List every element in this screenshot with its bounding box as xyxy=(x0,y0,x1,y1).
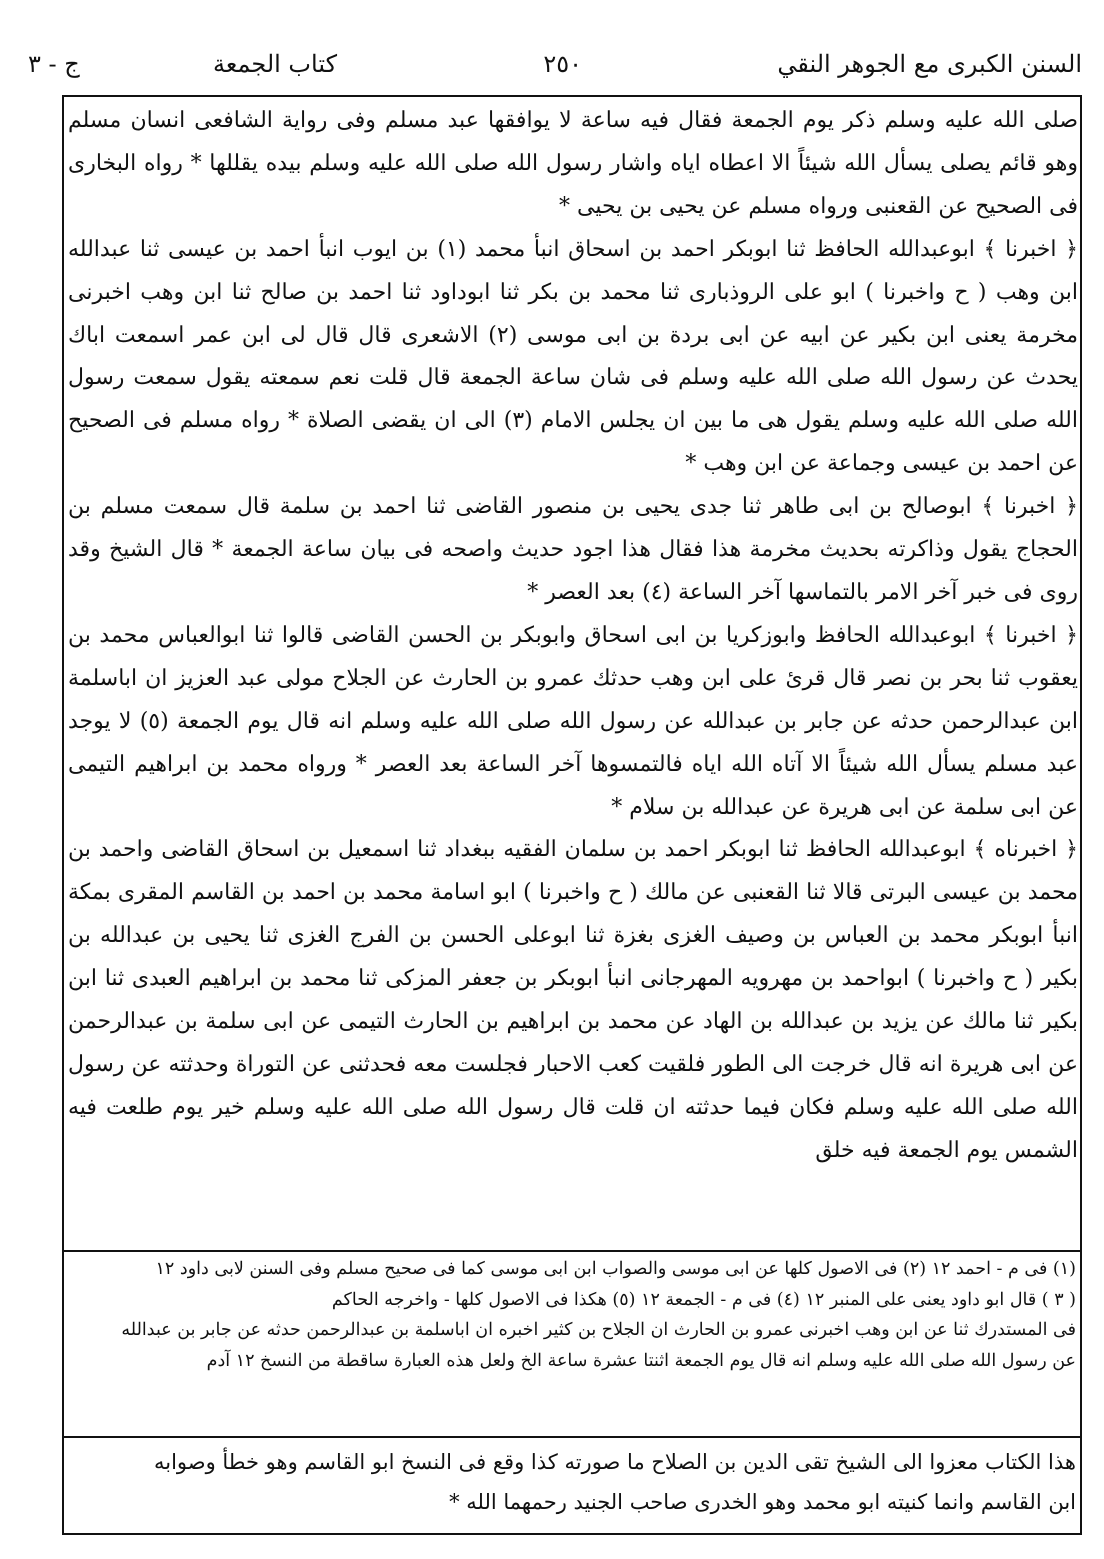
book-title: السنن الكبرى مع الجوهر النقي xyxy=(777,50,1082,78)
paragraph: ﴿ اخبرنا ﴾ ابوعبدالله الحافظ وابوزكريا بن ابى اسحاق وابوبكر بن الحسن القاضى قالوا ثنا ابوالعباس محمد بن يعقوب ثنا بحر بن نصر قال قرئ على ابن وهب حدثك عمرو بن الحارث عن الجلاح مولى عبد العزيز ان اباسلمة ابن عبدالرحمن حدثه عن جابر بن عبدالله عن رسول الله صلى الله عليه وسلم انه قال يوم الجمعة (٥) لا يوجد عبد مسلم يسأل الله شيئاً الا آتاه الله اياه فالتمسوها آخر الساعة بعد العصر * ورواه محمد بن ابراهيم التيمى عن ابى سلمة عن ابى هريرة عن عبدالله بن سلام * xyxy=(68,622,1078,820)
footnote-line: فى المستدرك ثنا عن ابن وهب اخبرنى عمرو بن الحارث ان الجلاح بن كثير اخبره ان اباسلمة بن عبدالرحمن حدثه عن جابر بن عبدالله xyxy=(121,1320,1076,1340)
running-header xyxy=(28,46,1082,94)
paragraph: ﴿ اخبرناه ﴾ ابوعبدالله الحافظ ثنا ابوبكر احمد بن سلمان الفقيه ببغداد ثنا اسمعيل بن اسحاق القاضى واحمد بن محمد بن عيسى البرتى قالا ثنا القعنبى عن مالك ( ح واخبرنا ) ابو اسامة محمد بن احمد بن القاسم المقرى بمكة انبأ ابوبكر محمد بن العباس بن وصيف الغزى بغزة ثنا ابوعلى الحسن بن الفرج الغزى ثنا يحيى بن عبدالله بن بكير ( ح واخبرنا ) ابواحمد بن مهرويه المهرجانى انبأ ابوبكر بن جعفر المزكى ثنا محمد بن ابراهيم العبدى ثنا ابن بكير ثنا مالك عن يزيد بن عبدالله بن الهاد عن محمد بن ابراهيم بن الحارث التيمى عن ابى سلمة بن عبدالرحمن عن ابى هريرة انه قال خرجت الى الطور فلقيت كعب الاحبار فجلست معه فحدثنى عن التوراة وحدثته عن رسول الله صلى الله عليه وسلم فكان فيما حدثته ان قلت قال رسول الله صلى الله عليه وسلم خير يوم طلعت فيه الشمس يوم الجمعة فيه خلق xyxy=(68,837,1078,1163)
footnote-line: ( ٣ ) قال ابو داود يعنى على المنبر ١٢ (٤) فى م - الجمعة ١٢ (٥) هكذا فى الاصول كلها - واخرجه الحاكم xyxy=(331,1289,1076,1310)
footnotes xyxy=(74,1254,1076,1376)
footnote-divider xyxy=(62,1250,1082,1252)
page-number: ٢٥٠ xyxy=(543,50,582,78)
footnote-line: عن رسول الله صلى الله عليه وسلم انه قال يوم الجمعة اثنتا عشرة ساعة الخ ولعل هذه العبارة ساقطة من النسخ ١٢ آدم xyxy=(206,1350,1076,1371)
paragraph: ﴿ اخبرنا ﴾ ابوعبدالله الحافظ ثنا ابوبكر احمد بن اسحاق انبأ محمد (١) بن ايوب انبأ احمد بن عيسى ثنا عبدالله ابن وهب ( ح واخبرنا ) ابو على الروذبارى ثنا محمد بن بكر ثنا ابوداود ثنا احمد بن صالح ثنا ابن وهب اخبرنى مخرمة يعنى ابن بكير عن ابيه عن ابى بردة بن ابى موسى (٢) الاشعرى قال قال لى ابن عمر اسمعت اباك يحدث عن رسول الله صلى الله عليه وسلم فى شان ساعة الجمعة قال قلت نعم سمعته يقول سمعت رسول الله صلى الله عليه وسلم يقول هى ما بين ان يجلس الامام (٣) الى ان يقضى الصلاة * رواه مسلم فى الصحيح عن احمد بن عيسى وجماعة عن ابن وهب * xyxy=(68,236,1079,477)
paragraph: صلى الله عليه وسلم ذكر يوم الجمعة فقال فيه ساعة لا يوافقها عبد مسلم وفى رواية الشافعى انسان مسلم وهو قائم يصلى يسأل الله شيئاً الا اعطاه اياه واشار رسول الله صلى الله عليه وسلم بيده يقللها * رواه البخارى فى الصحيح عن القعنبى ورواه مسلم عن يحيى بن يحيى * xyxy=(68,108,1078,219)
chapter-title: كتاب الجمعة xyxy=(213,50,337,78)
footnote-line: (١) فى م - احمد ١٢ (٢) فى الاصول كلها عن ابى موسى والصواب ابن ابى موسى كما فى صحيح مسلم وفى السنن لابى داود ١٢ xyxy=(155,1259,1076,1279)
appendix-line: هذا الكتاب معزوا الى الشيخ تقى الدين بن الصلاح ما صورته كذا وقع فى النسخ ابو القاسم وهو خطأ وصوابه xyxy=(153,1450,1076,1474)
appendix-note xyxy=(74,1442,1076,1522)
paragraph: ﴿ اخبرنا ﴾ ابوصالح بن ابى طاهر ثنا جدى يحيى بن منصور القاضى ثنا احمد بن سلمة قال سمعت مسلم بن الحجاج يقول وذاكرته بحديث مخرمة هذا فقال هذا اجود حديث واصحه فى بيان ساعة الجمعة * قال الشيخ وقد روى فى خبر آخر الامر بالتماسها آخر الساعة (٤) بعد العصر * xyxy=(68,494,1078,605)
appendix-divider xyxy=(62,1436,1082,1438)
appendix-line: ابن القاسم وانما كنيته ابو محمد وهو الخدرى صاحب الجنيد رحمهما الله * xyxy=(449,1490,1076,1514)
main-text xyxy=(68,100,1078,1173)
volume-number: ج - ٣ xyxy=(28,50,80,78)
